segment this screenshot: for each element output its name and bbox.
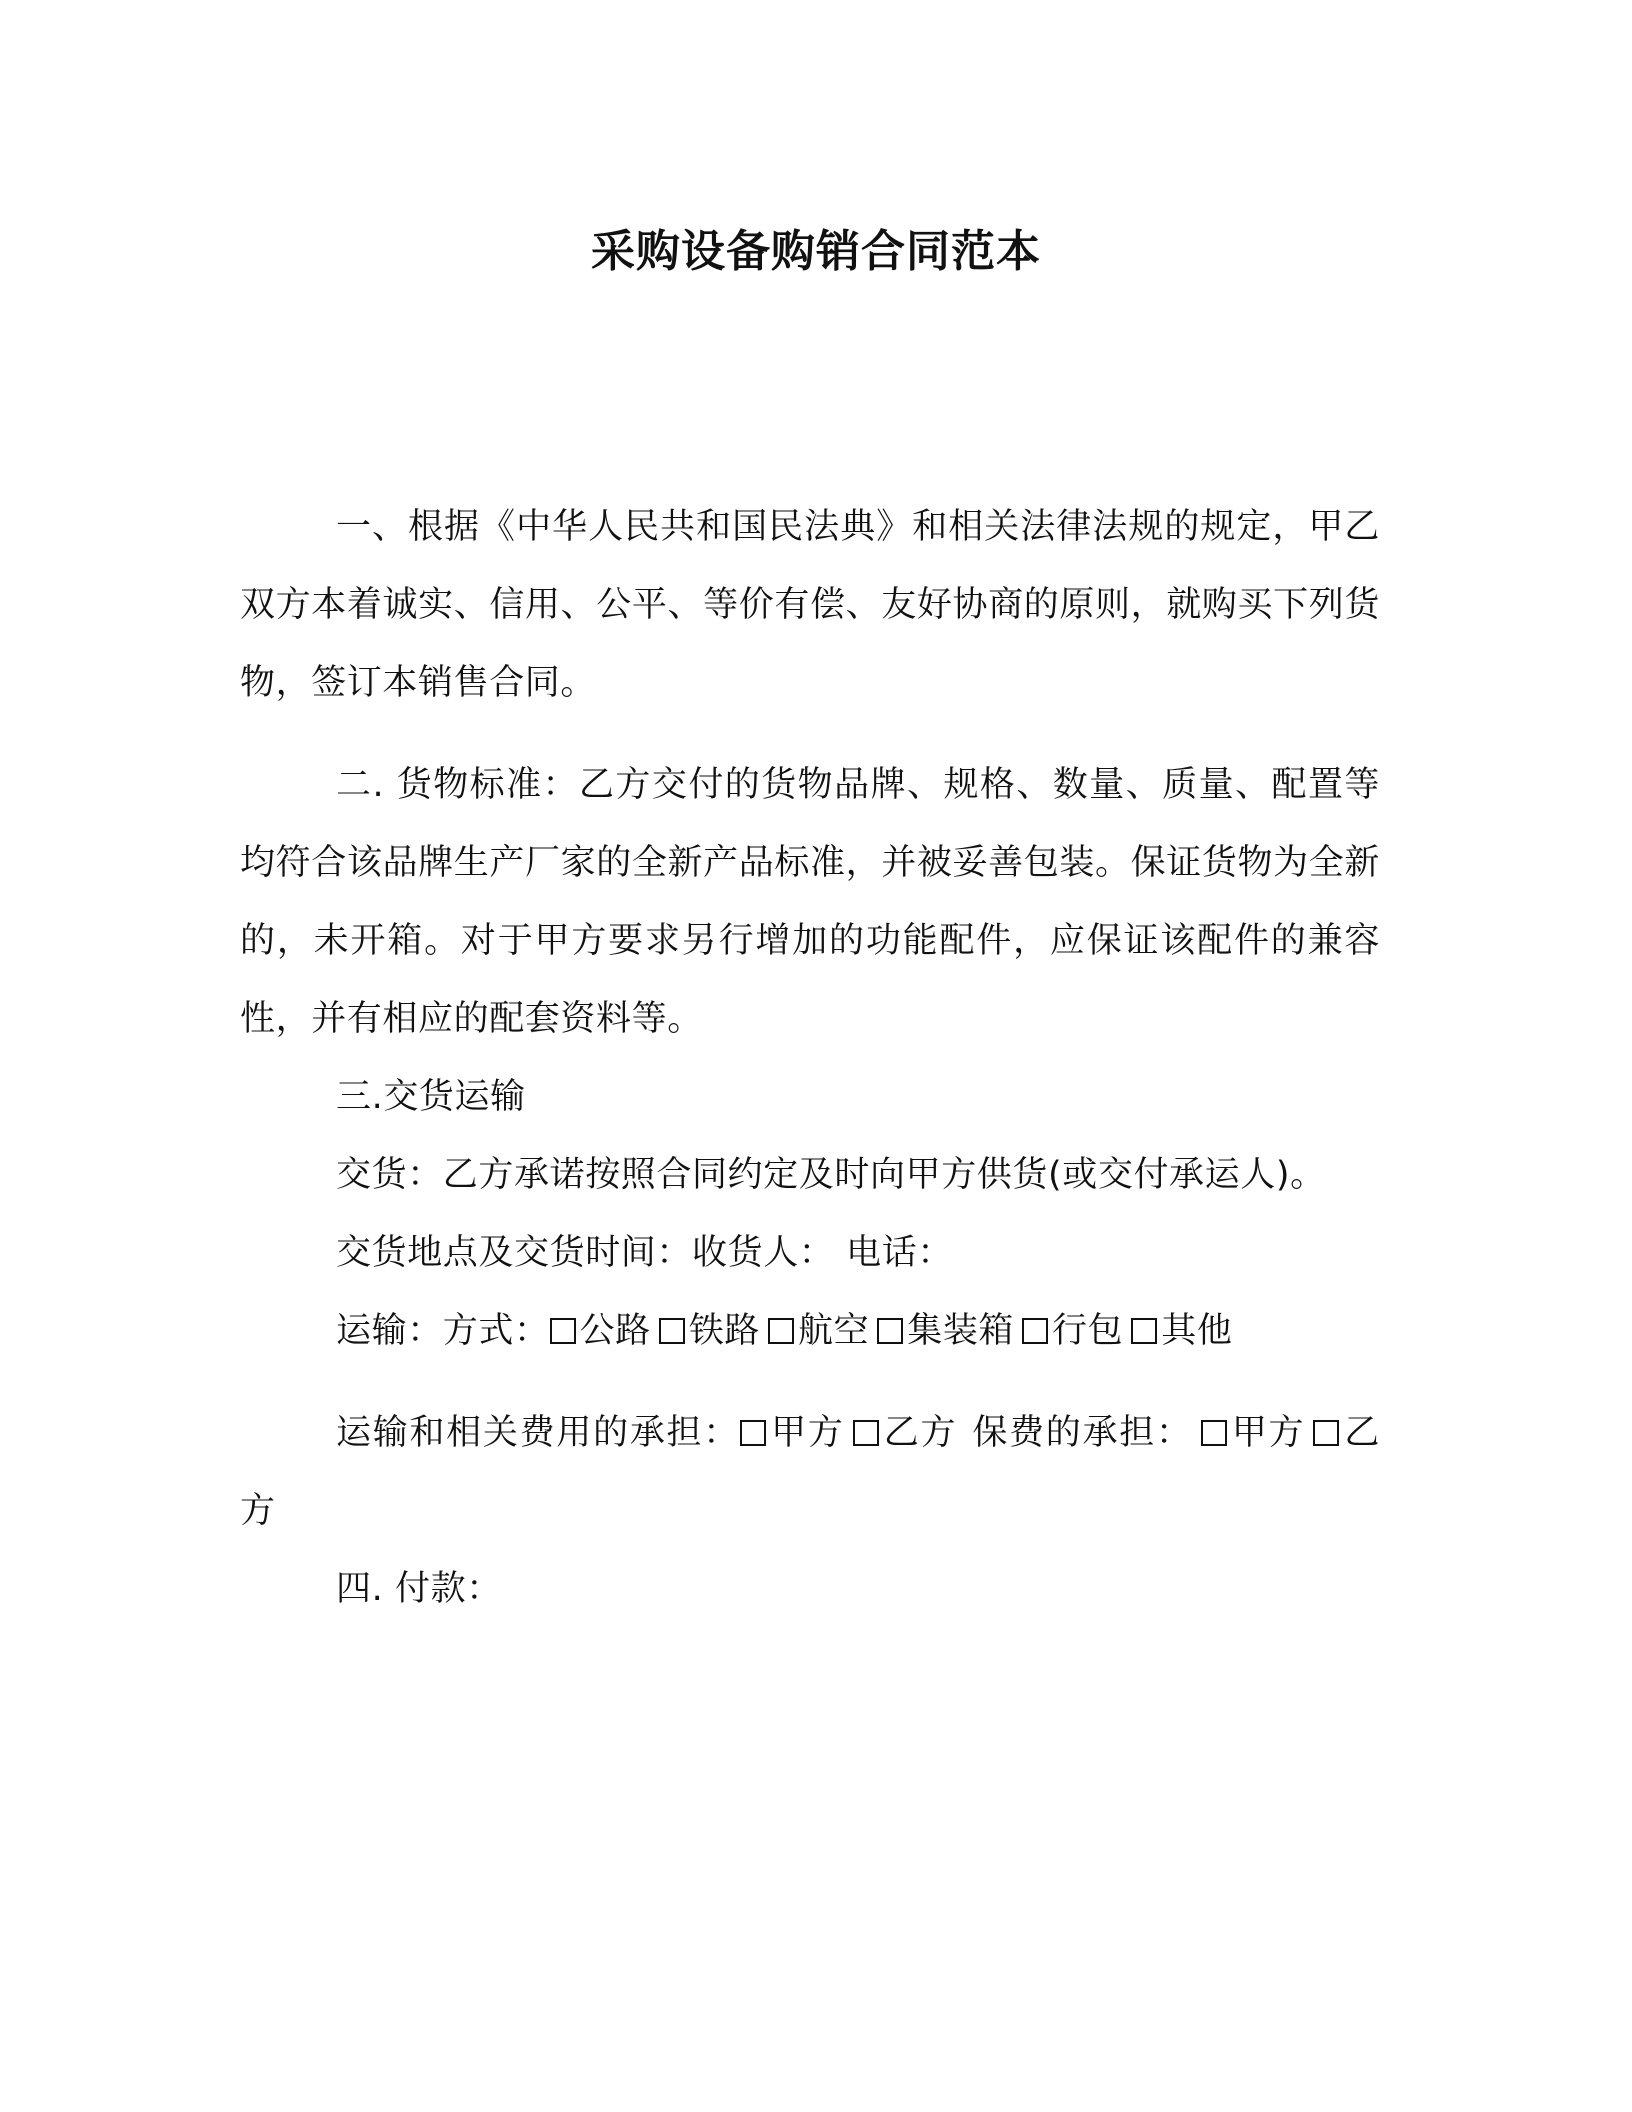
cost-party-b-label: 乙方	[882, 1413, 958, 1453]
insurance-party-a-label: 甲方	[1230, 1413, 1306, 1453]
section-4-heading: 四. 付款：	[336, 1569, 502, 1609]
checkbox-parcel[interactable]	[1022, 1318, 1048, 1344]
transport-line	[240, 1292, 1380, 1370]
checkbox-insurance-party-b[interactable]	[1313, 1420, 1339, 1446]
option-railway-label: 铁路	[688, 1311, 761, 1351]
document-title: 采购设备购销合同范本	[591, 226, 1041, 277]
delivery-place-line: 交货地点及交货时间：收货人： 电话：	[336, 1233, 953, 1273]
checkbox-container[interactable]	[877, 1318, 903, 1344]
transport-label: 运输：方式：	[336, 1311, 550, 1351]
insurance-party-b-label: 乙方	[240, 1413, 1381, 1531]
section-1-paragraph: 一、根据《中华人民共和国民法典》和相关法律法规的规定，甲乙双方本着诚实、信用、公平、等价有偿、友好协商的原则，就购买下列货物，签订本销售合同。	[240, 507, 1380, 703]
option-parcel-label: 行包	[1052, 1311, 1124, 1351]
section-2-paragraph: 二. 货物标准：乙方交付的货物品牌、规格、数量、质量、配置等均符合该品牌生产厂家的全新产品标准，并被妥善包装。保证货物为全新的，未开箱。对于甲方要求另行增加的功能配件，应保证该配件的兼容性，并有相应的配套资料等。	[240, 765, 1380, 1039]
insurance-label: 保费的承担：	[971, 1413, 1193, 1453]
checkbox-cost-party-a[interactable]	[740, 1420, 766, 1446]
checkbox-insurance-party-a[interactable]	[1201, 1420, 1227, 1446]
delivery-line: 交货：乙方承诺按照合同约定及时向甲方供货(或交付承运人)。	[336, 1155, 1326, 1195]
checkbox-other[interactable]	[1131, 1318, 1157, 1344]
checkbox-air[interactable]	[768, 1318, 794, 1344]
document-body	[240, 488, 1380, 1628]
checkbox-railway[interactable]	[659, 1318, 685, 1344]
option-other-label: 其他	[1161, 1311, 1233, 1351]
checkbox-highway[interactable]	[550, 1318, 576, 1344]
checkbox-cost-party-b[interactable]	[853, 1420, 879, 1446]
option-air-label: 航空	[798, 1311, 870, 1351]
cost-party-a-label: 甲方	[770, 1413, 845, 1453]
cost-label: 运输和相关费用的承担：	[336, 1413, 741, 1453]
option-highway-label: 公路	[579, 1311, 651, 1351]
cost-line	[240, 1394, 1380, 1550]
option-container-label: 集装箱	[907, 1311, 1015, 1351]
section-3-heading: 三.交货运输	[336, 1077, 526, 1117]
